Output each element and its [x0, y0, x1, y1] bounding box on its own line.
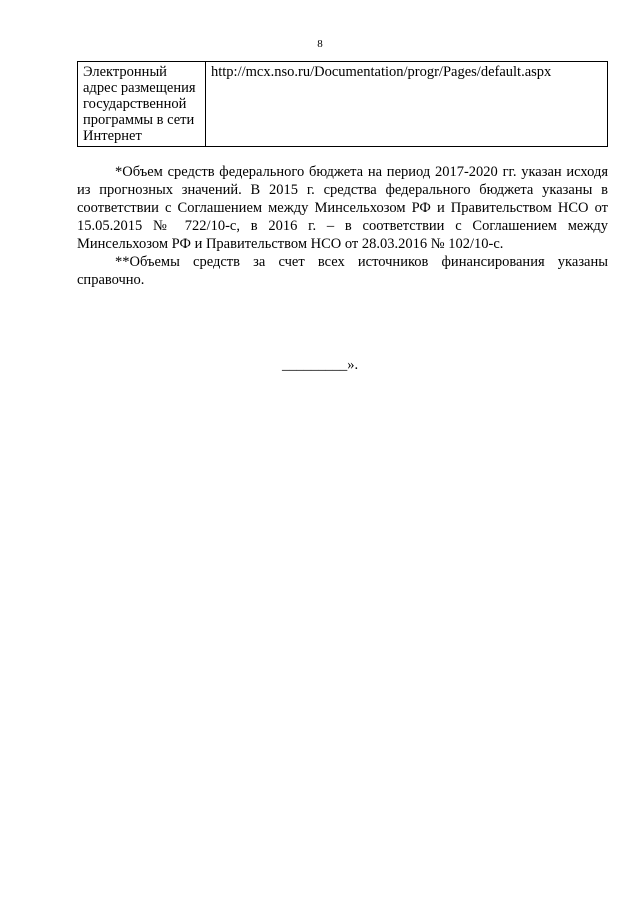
page-number: 8	[317, 38, 323, 50]
federal-budget-note: *Объем средств федерального бюджета на период 2017-2020 гг. указан исходя из прогнозных значений. В 2015 г. средства федерального бюджета указаны в соответствии с Соглашением между Минсельхозом РФ и Правительством НСО от 15.05.2015 № 722/10-с, в 2016 г. – в соответствии с Соглашением между Минсельхозом РФ и Правительством НСО от 28.03.2016 № 102/10-с.	[77, 164, 608, 252]
program-info-table	[77, 61, 608, 147]
table-row	[78, 62, 608, 147]
internet-address-value: http://mcx.nso.ru/Documentation/progr/Pages/default.aspx	[206, 62, 608, 147]
footnotes	[77, 163, 608, 289]
internet-address-label: Электронный адрес размещения государственной программы в сети Интернет	[78, 62, 206, 147]
closing-mark: _________».	[281, 357, 359, 373]
all-sources-note: **Объемы средств за счет всех источников финансирования указаны справочно.	[77, 254, 608, 288]
